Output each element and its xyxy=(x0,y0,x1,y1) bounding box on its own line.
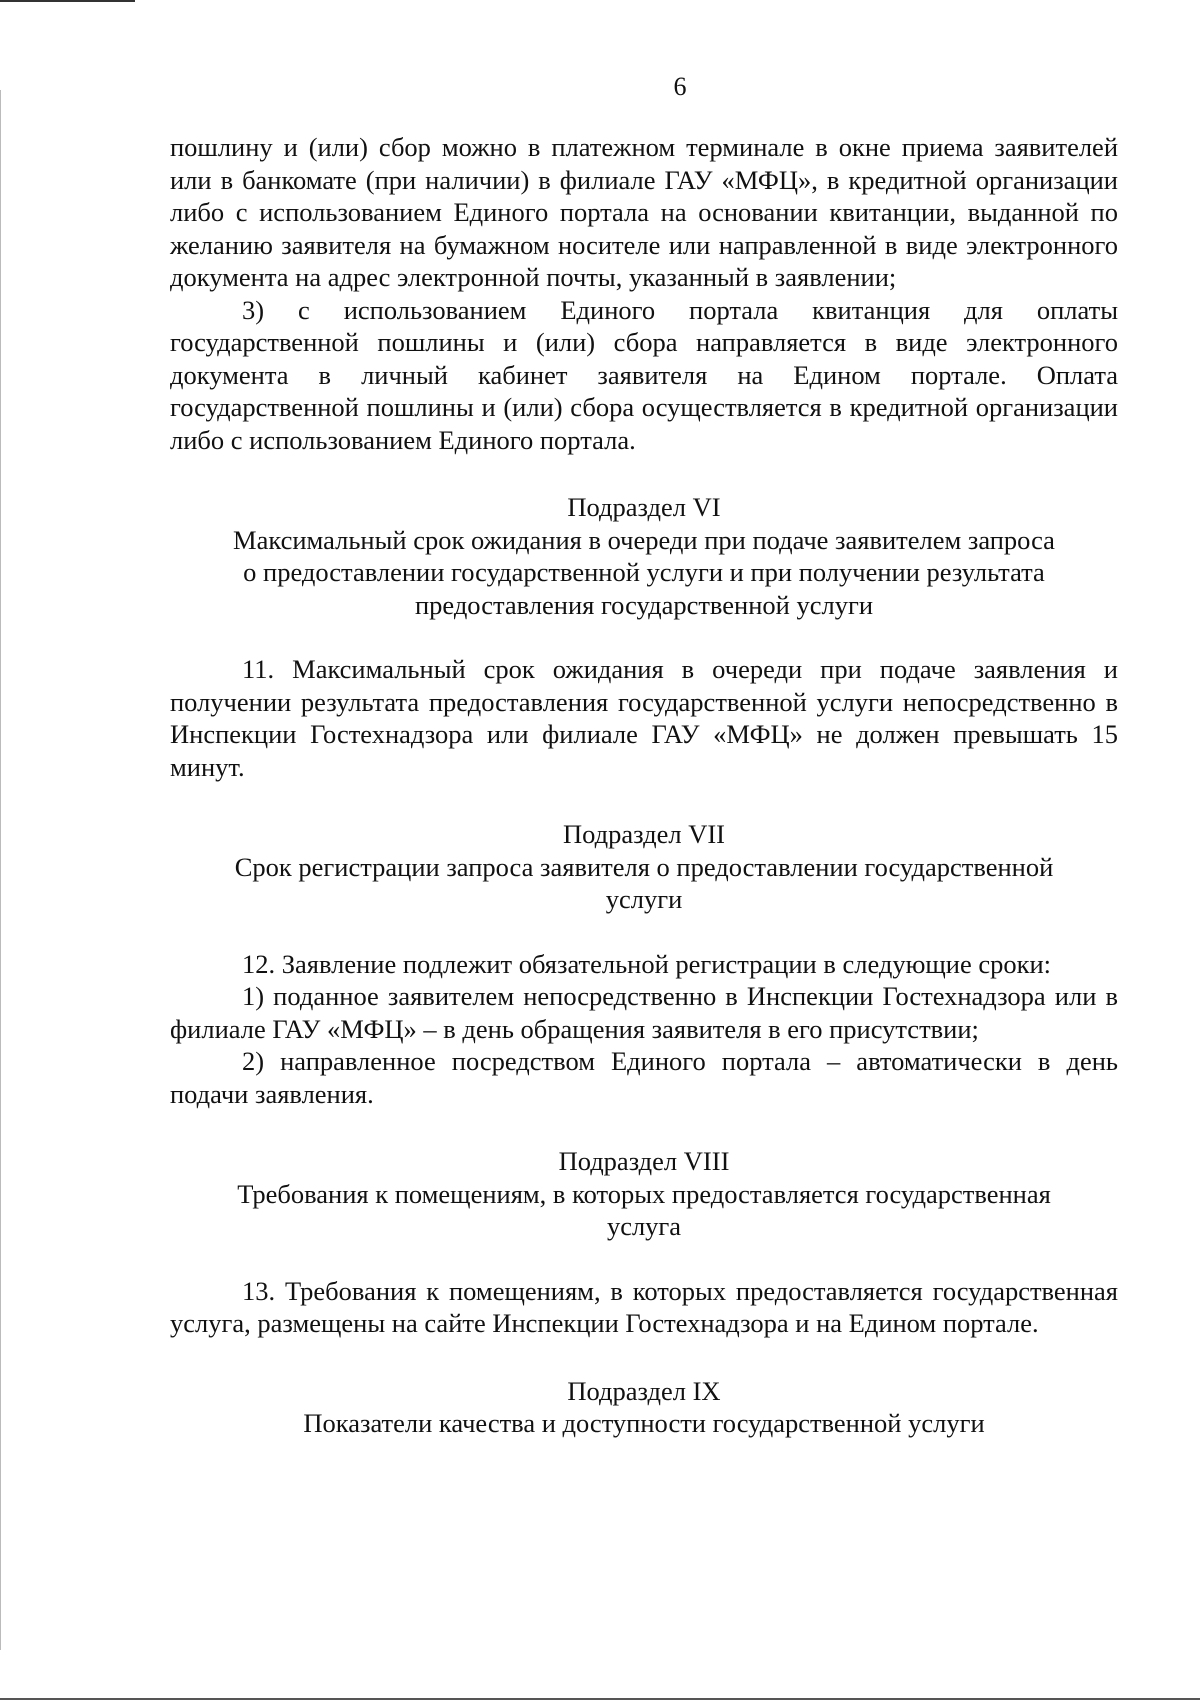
section-title-line: о предоставлении государственной услуги и при получении результата xyxy=(243,557,1045,587)
section-title-line: услуги xyxy=(605,884,683,914)
paragraph-item-3: 3) с использованием Единого портала квитанция для оплаты государственной пошлины и (или) сбора направляется в виде электронного документа в личный кабинет заявителя на Едином портале. Оплата государственной пошлины и (или) сбора осуществляется в кредитной организации либо с использованием Единого портала. xyxy=(170,294,1118,455)
section-heading: Подраздел VII xyxy=(563,819,725,849)
section-viii xyxy=(170,1145,1118,1340)
scan-edge-bottom xyxy=(0,1698,1200,1700)
paragraph-11: 11. Максимальный срок ожидания в очереди при подаче заявления и получении результата предоставления государственной услуги непосредственно в Инспекции Гостехнадзора или филиале ГАУ «МФЦ» не должен превышать 15 минут. xyxy=(170,654,1118,782)
section-title-line: Показатели качества и доступности государственной услуги xyxy=(303,1408,985,1438)
section-title-line: предоставления государственной услуги xyxy=(414,589,874,620)
scan-edge-left xyxy=(0,90,1,1650)
paragraph-12-item-2: 2) направленное посредством Единого портала – автоматически в день подачи заявления. xyxy=(170,1046,1118,1109)
section-title-line: Максимальный срок ожидания в очереди при подаче заявителем запроса xyxy=(233,524,1055,555)
section-heading: Подраздел VI xyxy=(567,492,721,522)
section-heading: Подраздел IX xyxy=(567,1375,721,1406)
page-number: 6 xyxy=(673,72,687,101)
section-title-line: Требования к помещениям, в которых предоставляется государственная xyxy=(237,1178,1051,1209)
document-body xyxy=(170,131,1118,1440)
section-heading: Подраздел VIII xyxy=(558,1146,730,1176)
section-title-line: услуга xyxy=(606,1211,682,1241)
section-vii xyxy=(170,818,1118,1110)
scan-edge-top xyxy=(0,0,135,2)
paragraph-continued: пошлину и (или) сбор можно в платежном терминале в окне приема заявителей или в банкомате (при наличии) в филиале ГАУ «МФЦ», в кредитной организации либо с использованием Единого портала на основании квитанции, выданной по желанию заявителя на бумажном носителе или направленной в виде электронного документа на адрес электронной почты, указанный в заявлении; xyxy=(170,132,1118,292)
paragraph-12: 12. Заявление подлежит обязательной регистрации в следующие сроки: xyxy=(242,948,1052,979)
section-ix xyxy=(170,1375,1118,1440)
section-title-line: Срок регистрации запроса заявителя о предоставлении государственной xyxy=(234,851,1054,882)
section-vi xyxy=(170,491,1118,783)
paragraph-13: 13. Требования к помещениям, в которых предоставляется государственная услуга, размещены на сайте Инспекции Гостехнадзора и на Едином портале. xyxy=(170,1275,1118,1338)
paragraph-12-item-1: 1) поданное заявителем непосредственно в Инспекции Гостехнадзора или в филиале ГАУ «МФЦ» – в день обращения заявителя в его присутствии; xyxy=(170,981,1118,1044)
